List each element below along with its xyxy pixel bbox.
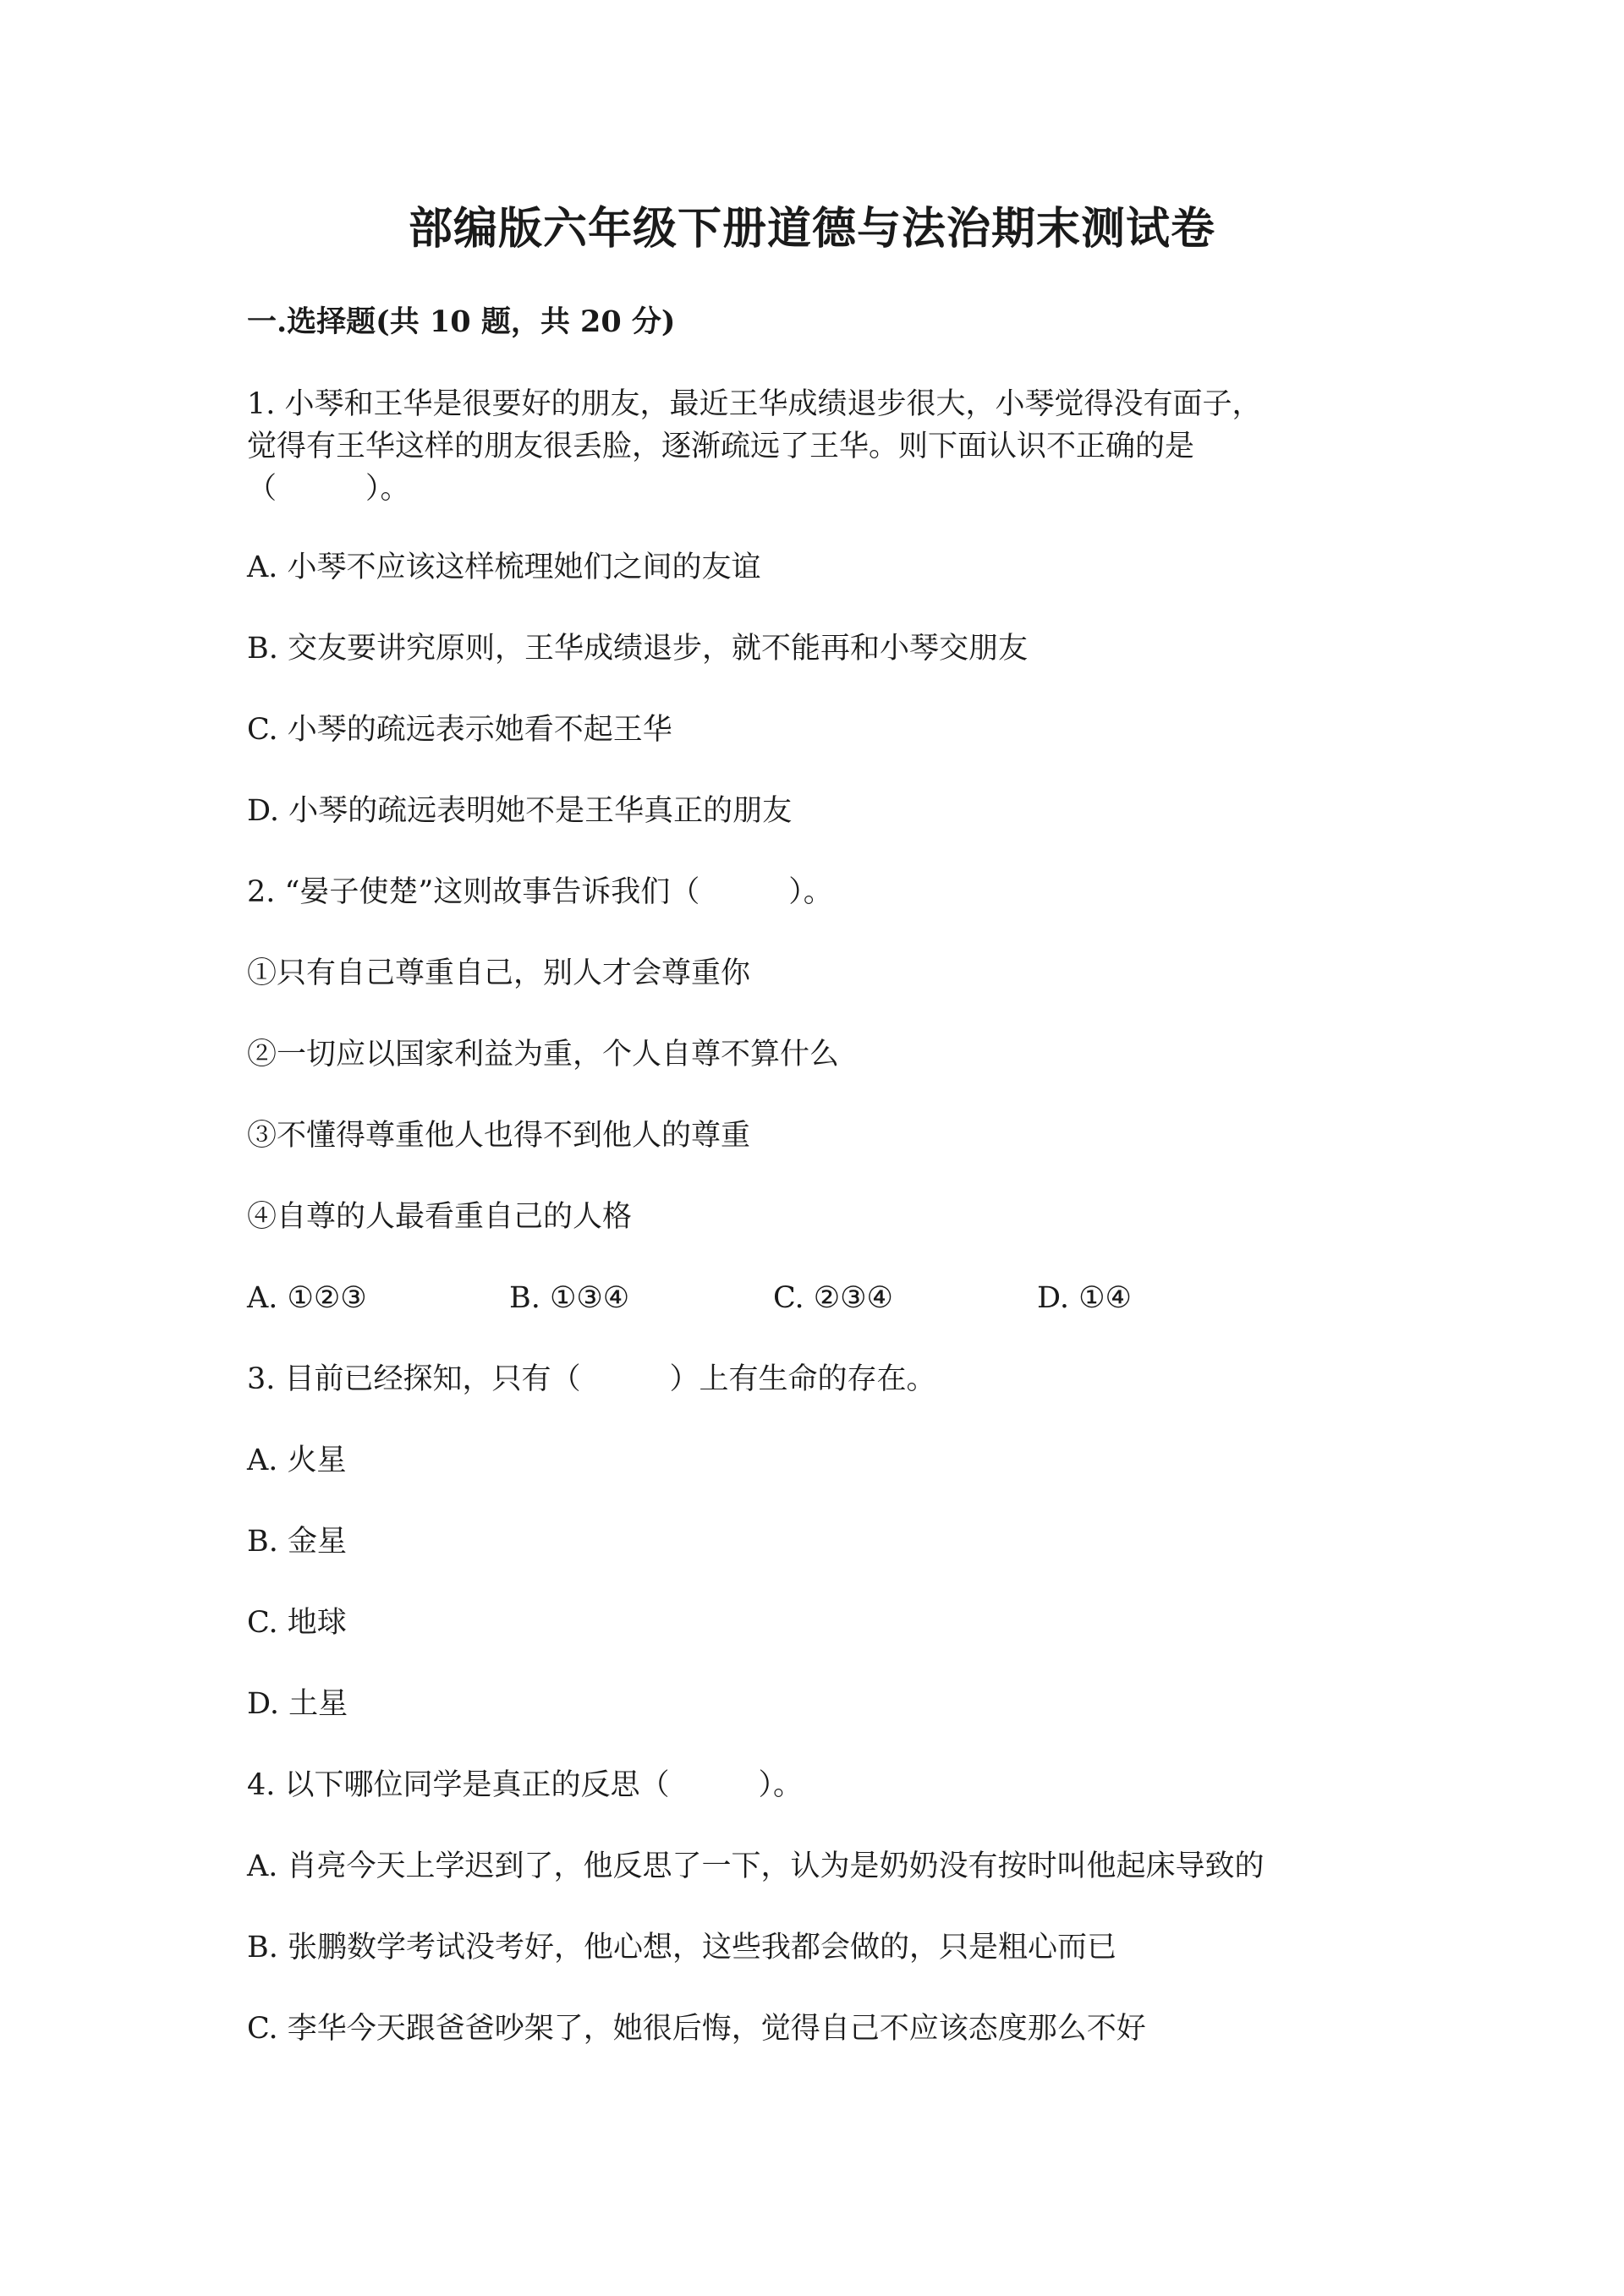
page-title: 部编版六年级下册道德与法治期末测试卷	[408, 203, 1215, 255]
question-2-option-a: A. ①②③	[247, 1281, 367, 1315]
question-3-option-d: D. 土星	[247, 1687, 348, 1721]
section-heading: 一.选择题(共 10 题，共 20 分)	[247, 304, 676, 339]
question-2-statement-3: ③不懂得尊重他人也得不到他人的尊重	[247, 1119, 751, 1153]
question-3-stem: 3. 目前已经探知，只有（ ）上有生命的存在。	[247, 1362, 936, 1396]
question-1-option-b: B. 交友要讲究原则，王华成绩退步，就不能再和小琴交朋友	[247, 632, 1028, 666]
question-2-statement-1: ①只有自己尊重自己，别人才会尊重你	[247, 956, 751, 990]
question-3-option-c: C. 地球	[247, 1606, 347, 1640]
question-4-option-a: A. 肖亮今天上学迟到了，他反思了一下，认为是奶奶没有按时叫他起床导致的	[247, 1849, 1265, 1883]
question-3-option-a: A. 火星	[247, 1444, 347, 1477]
question-1-stem-line-1: 1. 小琴和王华是很要好的朋友，最近王华成绩退步很大，小琴觉得没有面子，	[247, 387, 1262, 421]
question-2-option-b: B. ①③④	[509, 1281, 630, 1315]
question-2-option-c: C. ②③④	[773, 1281, 893, 1315]
question-2-stem: 2. “晏子使楚”这则故事告诉我们（ ）。	[247, 875, 833, 909]
question-1-option-d: D. 小琴的疏远表明她不是王华真正的朋友	[247, 794, 793, 828]
question-2-option-d: D. ①④	[1037, 1281, 1132, 1315]
question-1-option-c: C. 小琴的疏远表示她看不起王华	[247, 713, 672, 747]
question-4-option-c: C. 李华今天跟爸爸吵架了，她很后悔，觉得自己不应该态度那么不好	[247, 2012, 1146, 2046]
question-2-statement-2: ②一切应以国家利益为重，个人自尊不算什么	[247, 1038, 840, 1071]
question-4-option-b: B. 张鹏数学考试没考好，他心想，这些我都会做的，只是粗心而已	[247, 1931, 1116, 1964]
question-1-stem-line-3: （ ）。	[247, 472, 410, 506]
question-2-statement-4: ④自尊的人最看重自己的人格	[247, 1200, 633, 1234]
question-1-option-a: A. 小琴不应该这样梳理她们之间的友谊	[247, 551, 761, 584]
question-3-option-b: B. 金星	[247, 1525, 347, 1559]
question-1-stem-line-2: 觉得有王华这样的朋友很丢脸，逐渐疏远了王华。则下面认识不正确的是	[247, 430, 1195, 463]
question-4-stem: 4. 以下哪位同学是真正的反思（ ）。	[247, 1768, 804, 1802]
